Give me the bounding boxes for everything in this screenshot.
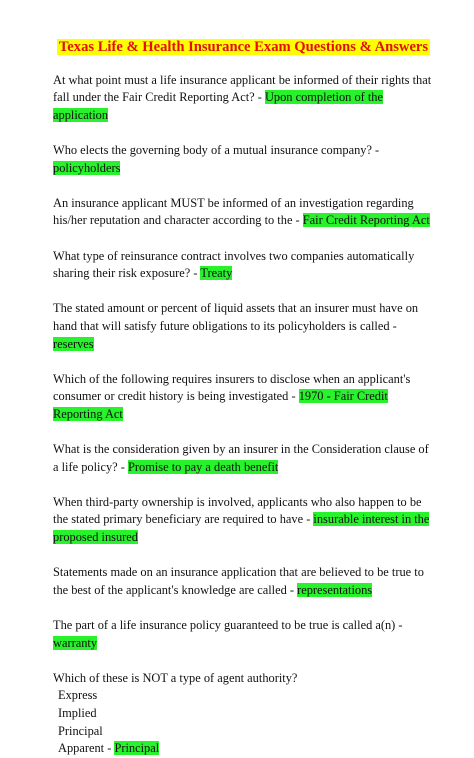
answer-highlight: policyholders	[53, 160, 121, 175]
answer-highlight: Upon completion of the application	[53, 90, 384, 122]
question-text: The stated amount or percent of liquid assets that an insurer must have on hand that will satisfy future obligations to its policyholders is called -	[53, 301, 419, 333]
question-text: Who elects the governing body of a mutual insurance company? -	[53, 142, 380, 157]
title-wrapper	[53, 38, 434, 57]
qa-item	[53, 371, 434, 424]
qa-item	[53, 72, 434, 125]
question-text: At what point must a life insurance applicant be informed of their rights that fall under the Fair Credit Reporting Act? -	[53, 72, 432, 105]
answer-highlight: reserves	[53, 336, 94, 351]
qa-item	[53, 142, 434, 177]
option-item: Principal	[58, 723, 103, 738]
qa-item	[53, 300, 434, 353]
option-item: Implied	[58, 705, 97, 720]
answer-highlight: Fair Credit Reporting Act	[302, 213, 430, 228]
answer-highlight: Principal	[114, 741, 160, 756]
qa-item	[53, 494, 434, 547]
qa-item	[53, 248, 434, 283]
answer-highlight: representations	[297, 582, 373, 597]
question-text: The part of a life insurance policy guaranteed to be true is called a(n) -	[53, 618, 403, 632]
question-text: When third-party ownership is involved, applicants who also happen to be the stated primary beneficiary are required to have -	[53, 494, 422, 527]
answer-highlight: Promise to pay a death benefit	[128, 459, 279, 474]
question-text: Which of these is NOT a type of agent authority?	[53, 670, 298, 685]
answer-highlight: Treaty	[200, 266, 233, 281]
qa-item	[53, 441, 434, 476]
question-text: Statements made on an insurance application that are believed to be true to the best of the applicant's knowledge are called -	[53, 565, 424, 597]
question-text: What is the consideration given by an insurer in the Consideration clause of a life policy? -	[53, 442, 429, 474]
option-item-answered	[53, 740, 434, 758]
question-text: What type of reinsurance contract involves two companies automatically sharing their risk exposure? -	[53, 248, 415, 281]
answer-highlight: insurable interest in the proposed insured	[53, 512, 430, 545]
answer-highlight: 1970 - Fair Credit Reporting Act	[53, 389, 388, 421]
option-text: Apparent -	[58, 741, 115, 756]
question-text: An insurance applicant MUST be informed of an investigation regarding his/her reputation and character according to the -	[53, 195, 414, 228]
qa-item-options	[53, 670, 434, 758]
option-item: Express	[58, 688, 98, 703]
qa-item	[53, 617, 434, 652]
qa-item	[53, 195, 434, 230]
question-text: Which of the following requires insurers to disclose when an applicant's consumer or credit history is being investigated -	[53, 371, 411, 404]
document-title: Texas Life & Health Insurance Exam Questions & Answers	[58, 39, 429, 55]
answer-highlight: warranty	[53, 635, 98, 650]
qa-item	[53, 564, 434, 599]
